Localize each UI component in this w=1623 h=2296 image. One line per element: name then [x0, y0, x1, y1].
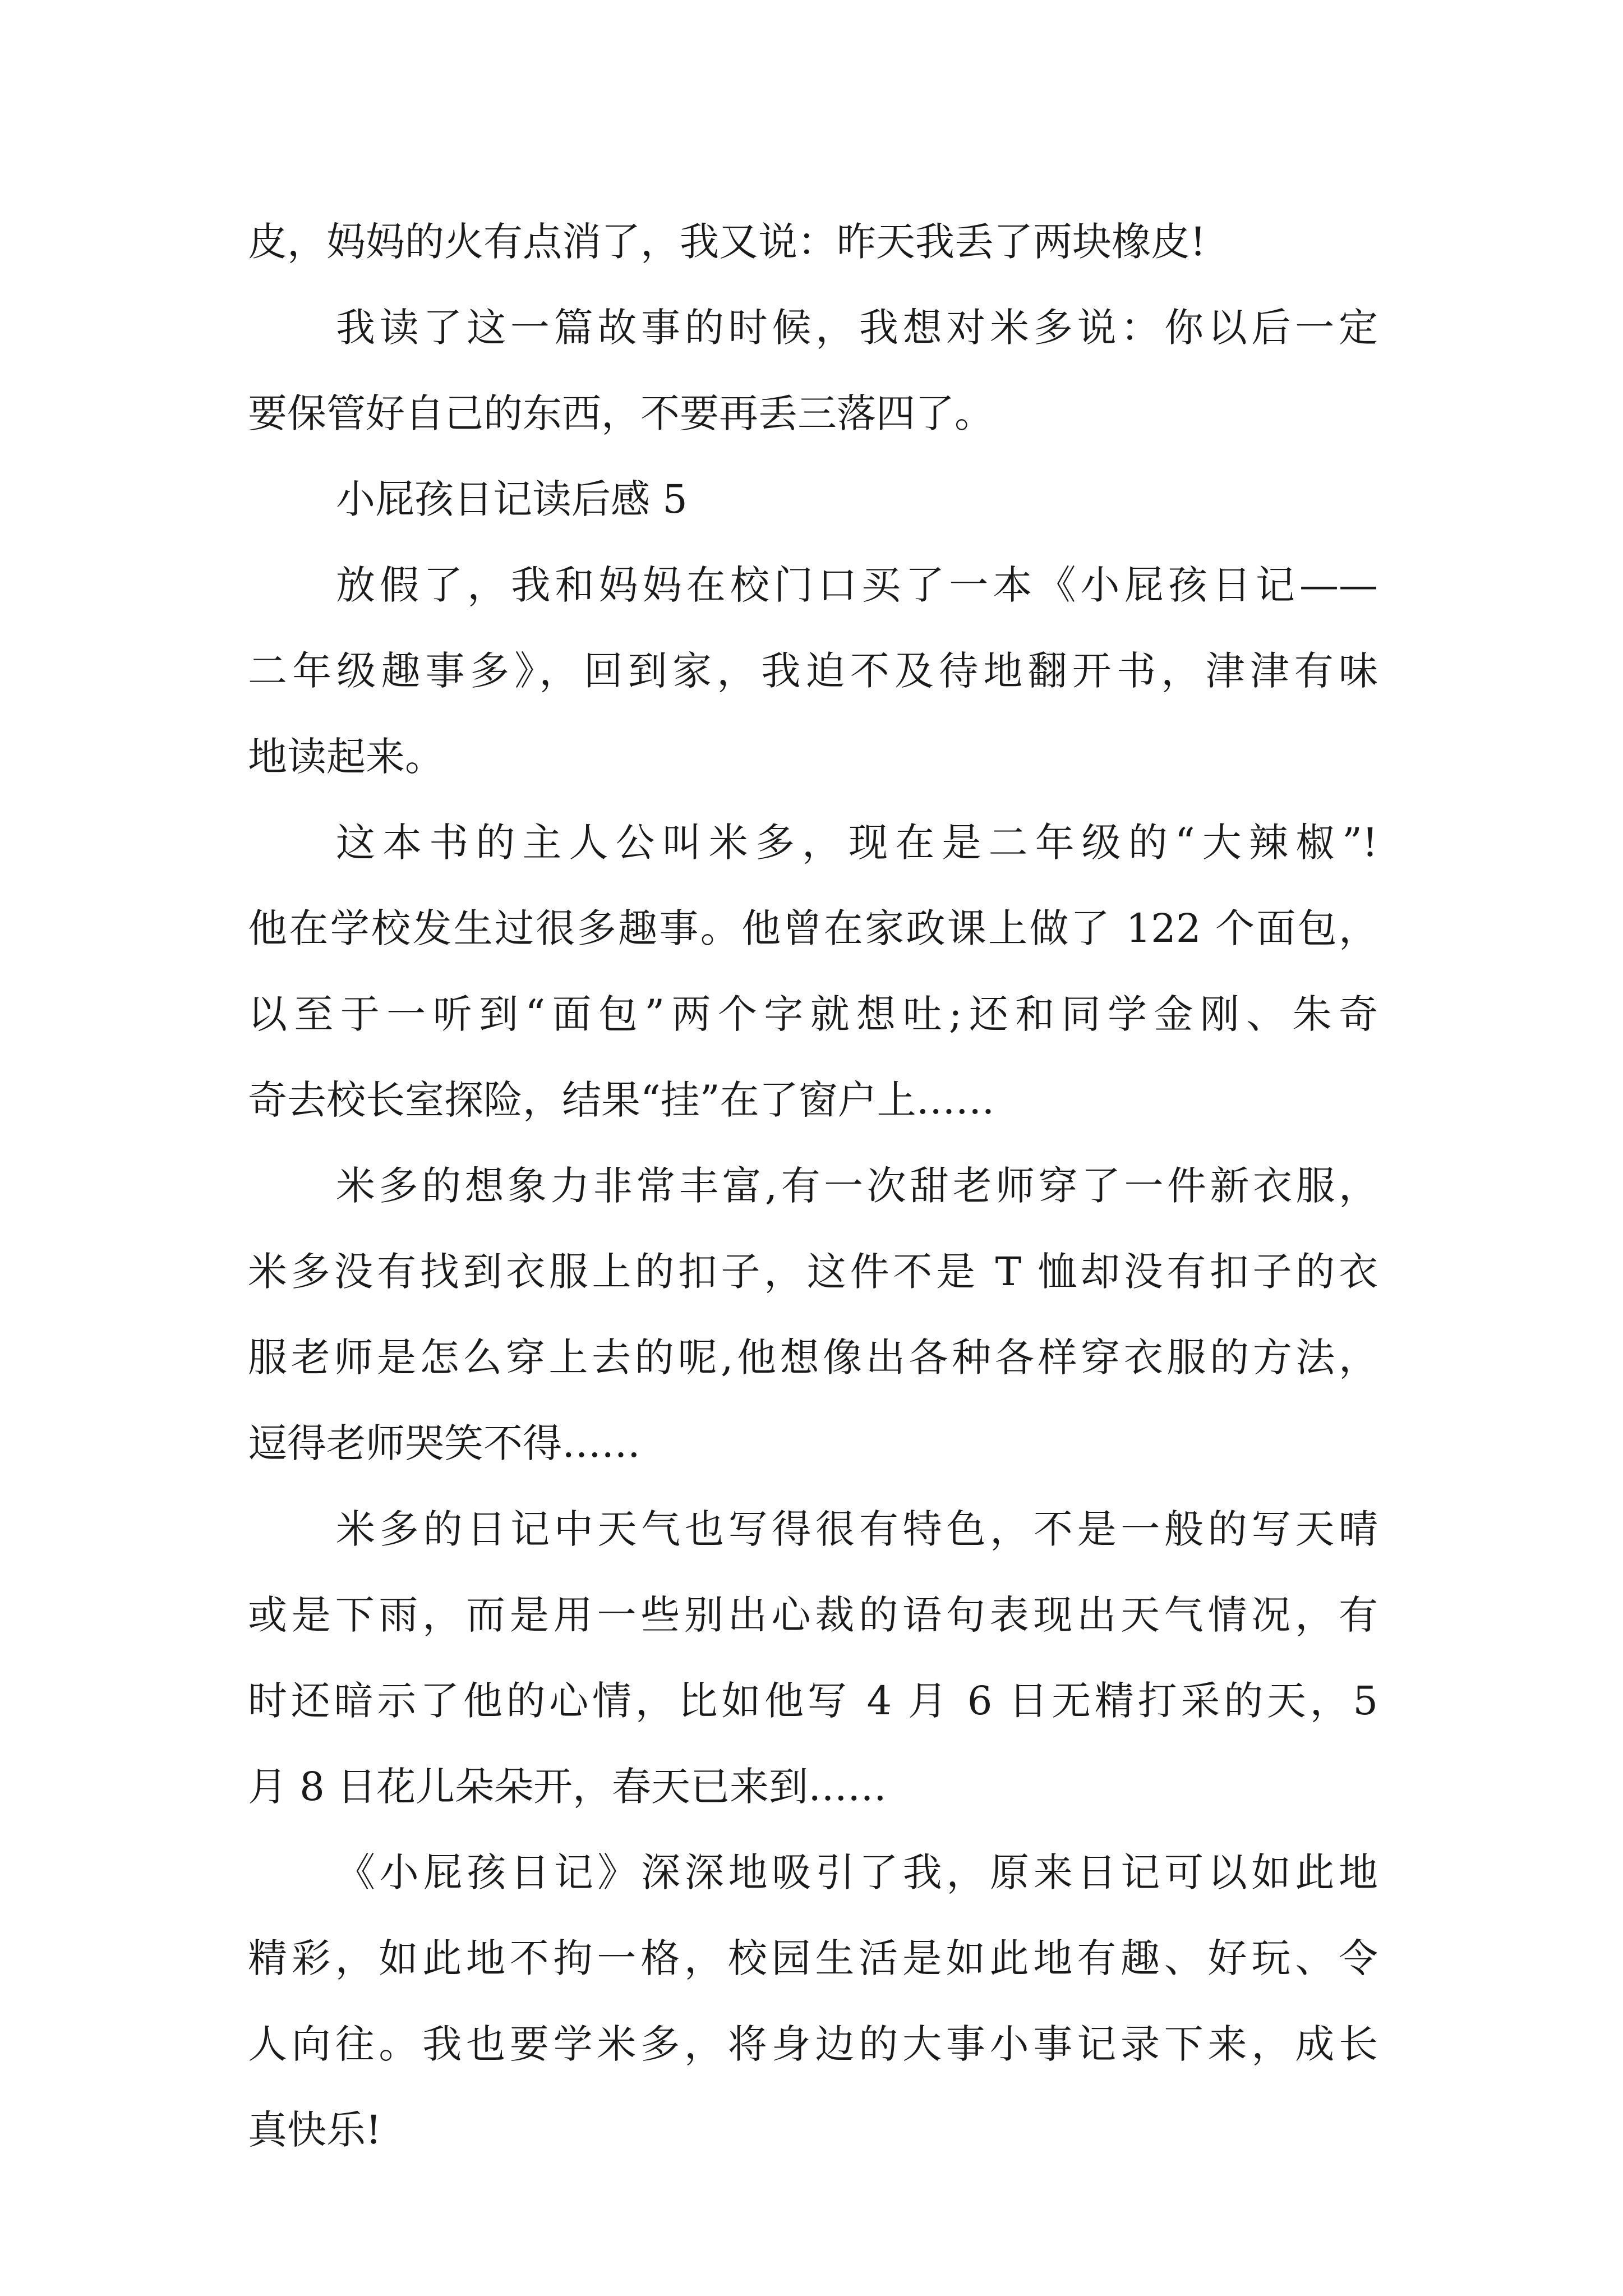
text-line: 以至于一听到“面包”两个字就想吐;还和同学金刚、朱奇	[248, 991, 1378, 1037]
text-line: 我读了这一篇故事的时候，我想对米多说：你以后一定	[336, 305, 1378, 351]
document-body	[248, 199, 1378, 2173]
text-line: 逗得老师哭笑不得……	[248, 1420, 640, 1466]
text-line: 要保管好自己的东西，不要再丢三落四了。	[248, 390, 994, 436]
text-line: 奇去校长室探险，结果“挂”在了窗户上……	[248, 1077, 995, 1123]
text-line: 服老师是怎么穿上去的呢,他想像出各种各样穿衣服的方法，	[248, 1335, 1378, 1381]
text-line: 人向往。我也要学米多，将身边的大事小事记录下来，成长	[248, 2021, 1378, 2067]
text-line: 真快乐!	[248, 2107, 382, 2153]
text-line: 《小屁孩日记》深深地吸引了我，原来日记可以如此地	[336, 1849, 1378, 1895]
text-line: 放假了，我和妈妈在校门口买了一本《小屁孩日记——	[336, 562, 1378, 608]
section-heading: 小屁孩日记读后感 5	[336, 476, 688, 522]
text-line: 地读起来。	[248, 734, 444, 780]
text-line: 米多没有找到衣服上的扣子，这件不是 T 恤却没有扣子的衣	[248, 1249, 1378, 1295]
text-line: 米多的日记中天气也写得很有特色，不是一般的写天晴	[336, 1506, 1378, 1552]
text-line: 他在学校发生过很多趣事。他曾在家政课上做了 122 个面包，	[248, 905, 1378, 951]
text-line: 皮，妈妈的火有点消了，我又说：昨天我丢了两块橡皮!	[248, 219, 1206, 265]
text-line: 精彩，如此地不拘一格，校园生活是如此地有趣、好玩、令	[248, 1935, 1378, 1981]
text-line: 米多的想象力非常丰富,有一次甜老师穿了一件新衣服，	[336, 1163, 1378, 1209]
text-line: 二年级趣事多》，回到家，我迫不及待地翻开书，津津有味	[248, 648, 1378, 694]
text-line: 或是下雨，而是用一些别出心裁的语句表现出天气情况，有	[248, 1592, 1378, 1638]
text-line: 时还暗示了他的心情，比如他写 4 月 6 日无精打采的天，5	[248, 1678, 1378, 1724]
text-line: 这本书的主人公叫米多，现在是二年级的“大辣椒”!	[336, 820, 1378, 866]
text-line: 月 8 日花儿朵朵开，春天已来到……	[248, 1764, 887, 1810]
